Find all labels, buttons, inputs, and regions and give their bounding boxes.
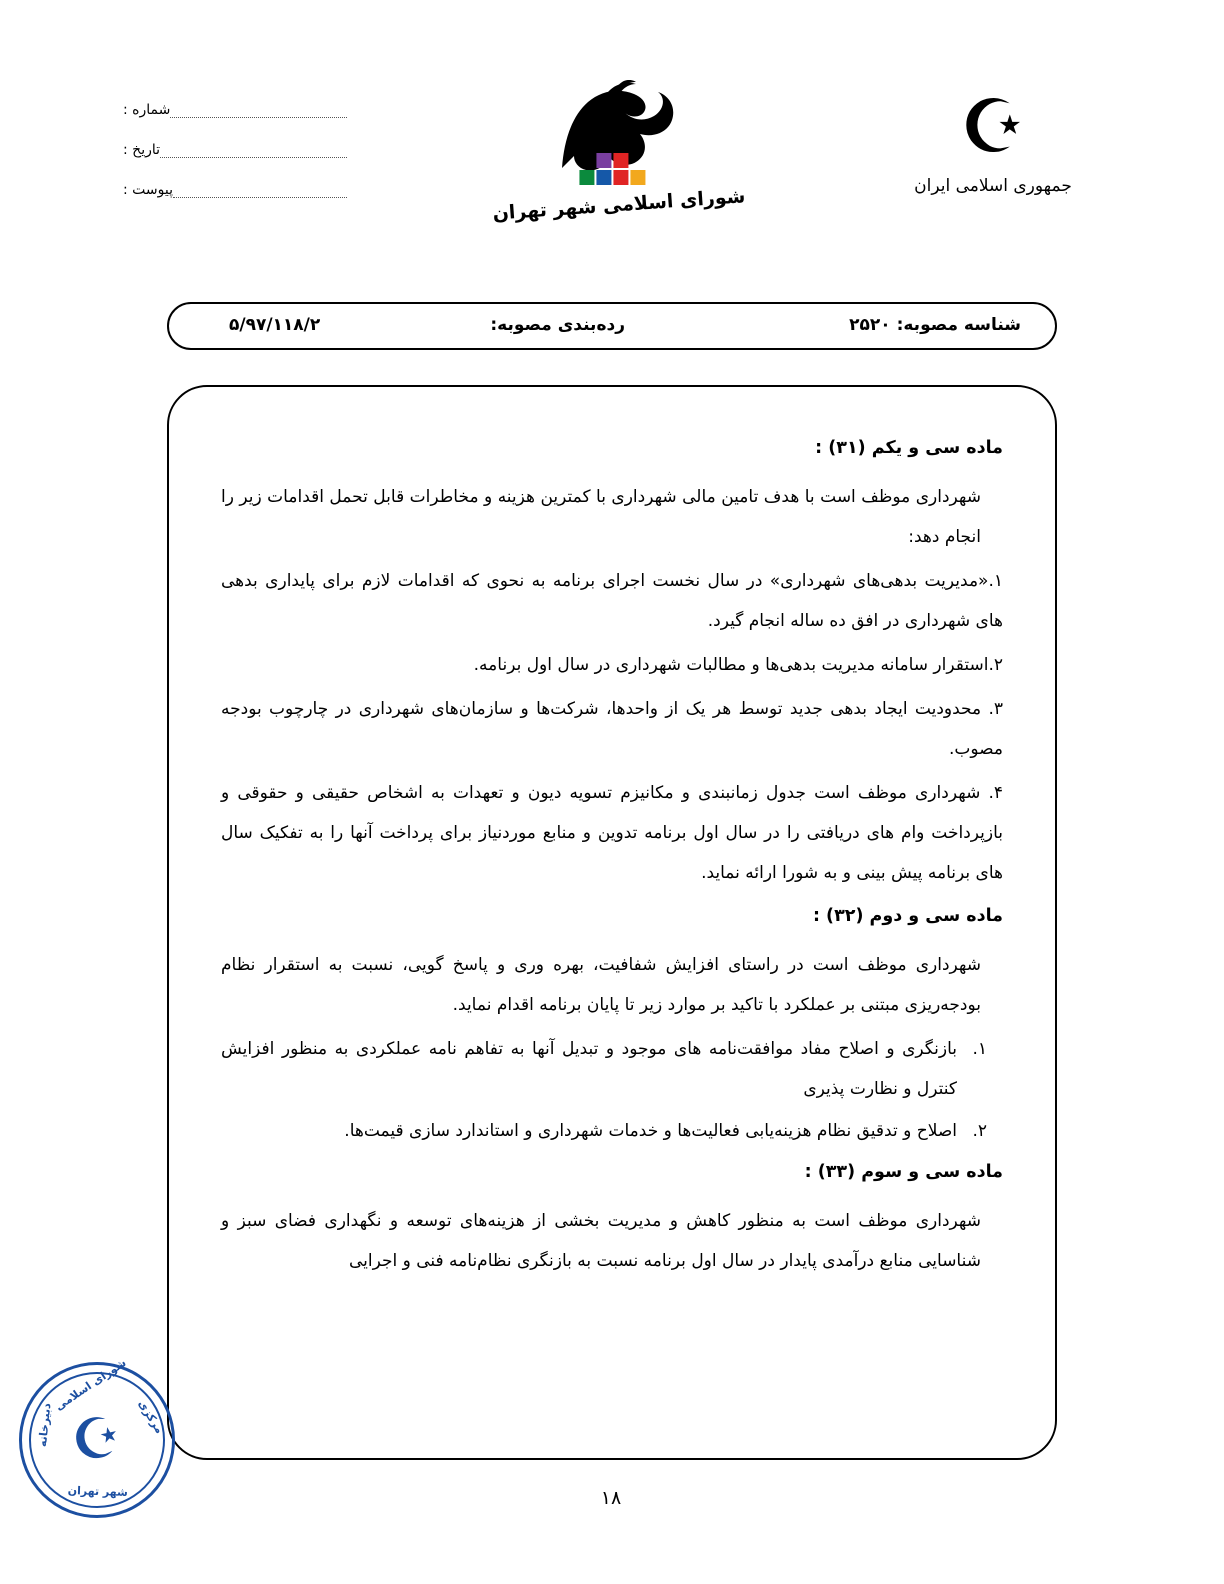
tehran-city-council-logo-icon <box>480 80 760 190</box>
council-seal-icon: ☪ <box>66 1402 130 1477</box>
article-31-item-1: ۱.«مدیریت بدهی‌های شهرداری» در سال نخست اجرای برنامه به نحوی که اقدامات لازم برای پایداری بدهی های شهرداری در افق ده ساله انجام گیرد. <box>222 571 1004 631</box>
logo-color-squares <box>580 152 666 186</box>
article-32-intro: شهرداری موظف است در راستای افزایش شفافیت، بهره وری و پاسخ گویی، نسبت به استقرار نظام بودجه‌ریزی مبتنی بر عملکرد با تاکید بر موارد زیر تا پایان برنامه اقدام نماید. <box>222 955 982 1015</box>
header-field-date-line <box>161 145 348 158</box>
article-32-item-1-text: بازنگری و اصلاح مفاد موافقت‌نامه های موجود و تبدیل آنها به تفاهم نامه عملکردی به منظور افزایش کنترل و نظارت پذیری <box>222 1039 958 1099</box>
iran-emblem <box>874 84 1114 196</box>
seal-line-3: دبیرخانه <box>36 1402 55 1448</box>
council-seal <box>0 1340 198 1539</box>
article-31-item-4: ۴. شهرداری موظف است جدول زمانبندی و مکانیزم تسویه دیون و تعهدات به اشخاص حقیقی و حقوقی و بازپرداخت وام های دریافتی را در سال اول برنامه تدوین و منابع موردنیاز برای پرداخت آنها را به تفکیک سال های برنامه پیش بینی و به شورا ارائه نماید. <box>222 783 1004 883</box>
iran-emblem-icon: ☪ <box>960 84 1028 170</box>
header-field-date-label: تاریخ : <box>124 142 162 158</box>
article-33-intro: شهرداری موظف است به منظور کاهش و مدیریت بخشی از هزینه‌های توسعه و نگهداری فضای سبز و شناسایی منابع درآمدی پایدار در سال اول برنامه نسبت به بازنگری نظام‌نامه فنی و اجرایی <box>222 1211 982 1271</box>
header-field-attachment <box>120 180 350 198</box>
article-31-item-2: ۲.استقرار سامانه مدیریت بدهی‌ها و مطالبات شهرداری در سال اول برنامه. <box>474 655 1004 675</box>
approval-id: شناسه مصوبه: ۲۵۲۰ <box>850 315 1022 335</box>
tehran-city-council-logo <box>480 80 760 225</box>
article-31-item-3: ۳. محدودیت ایجاد بدهی جدید توسط هر یک از واحدها، شرکت‌ها و سازمان‌های شهرداری در چارچوب بودجه مصوب. <box>222 699 1004 759</box>
article-31-title: ماده سی و یکم (۳۱) : <box>816 438 1004 458</box>
article-32-item-2 <box>222 1111 1004 1151</box>
right-emblem-caption: جمهوری اسلامی ایران <box>915 176 1073 196</box>
page-number: ۱۸ <box>601 1487 623 1509</box>
header-field-number <box>120 100 350 118</box>
seal-line-2: شهر تهران <box>68 1483 130 1500</box>
header-field-number-label: شماره : <box>124 102 172 118</box>
document-content <box>168 385 1058 1460</box>
seal-line-4: مرکزی <box>136 1397 168 1436</box>
article-32-list <box>222 1029 1004 1151</box>
center-logo-caption: شورای اسلامی شهر تهران <box>492 185 748 225</box>
article-33-title: ماده سی و سوم (۳۳) : <box>805 1162 1004 1182</box>
article-32-item-1-number: ۱. <box>973 1039 988 1059</box>
article-31-intro: شهرداری موظف است با هدف تامین مالی شهرداری با کمترین هزینه و مخاطرات قابل تحمل اقدامات زیر را انجام دهد: <box>222 487 982 547</box>
article-32-title: ماده سی و دوم (۳۲) : <box>813 906 1004 926</box>
article-32-item-1 <box>222 1029 1004 1109</box>
page-header <box>0 70 1224 270</box>
header-field-date <box>120 140 350 158</box>
seal-text <box>0 1340 198 1539</box>
classification-label: رده‌بندی مصوبه: <box>491 315 626 335</box>
header-field-attachment-label: پیوست : <box>124 182 174 198</box>
seal-line-1: شورای اسلامی <box>53 1356 130 1414</box>
header-field-number-line <box>171 105 348 118</box>
article-32-item-2-text: اصلاح و تدقیق نظام هزینه‌یابی فعالیت‌ها و خدمات شهرداری و استاندارد سازی قیمت‌ها. <box>345 1121 958 1141</box>
classification-value: ۵/۹۷/۱۱۸/۲ <box>230 315 322 335</box>
article-32-item-2-number: ۲. <box>973 1121 988 1141</box>
header-form-fields <box>120 100 350 220</box>
header-field-attachment-line <box>174 185 348 198</box>
approval-info-bar <box>168 302 1058 350</box>
